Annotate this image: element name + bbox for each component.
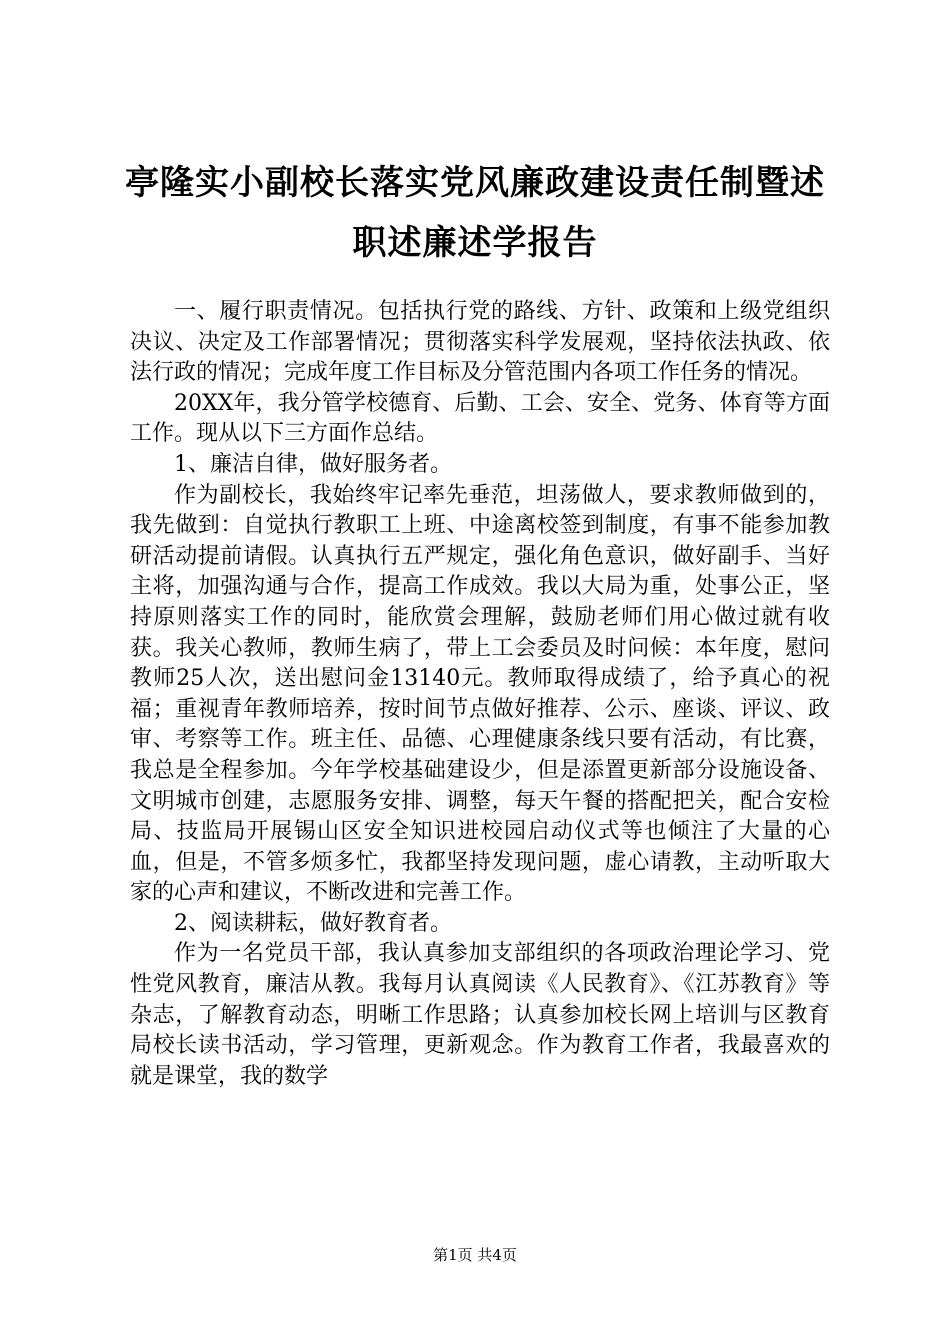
body-paragraph-4: 作为一名党员干部，我认真参加支部组织的各项政治理论学习、党性党风教育，廉洁从教。我每月认真阅读《人民教育》、《江苏教育》等杂志，了解教育动态，明晰工作思路；认真参加校长网上培训与区教育局校长读书活动，学习管理，更新观念。作为教育工作者，我最喜欢的就是课堂，我的数学: [130, 941, 830, 1089]
document-title-line1: 亭隆实小副校长落实党风廉政建设责任制暨述: [125, 163, 825, 203]
document-body: [130, 297, 830, 1092]
body-paragraph-1: 一、履行职责情况。包括执行党的路线、方针、政策和上级党组织决议、决定及工作部署情况；贯彻落实科学发展观，坚持依法执政、依法行政的情况；完成年度工作目标及分管范围内各项工作任务的情况。: [130, 299, 830, 386]
page-footer: 第1页 共4页: [433, 1246, 517, 1264]
section-heading-1: 1、廉洁自律，做好服务者。: [174, 451, 452, 477]
document-title-line2: 职述廉述学报告: [352, 223, 598, 263]
body-paragraph-2: 20XX年，我分管学校德育、后勤、工会、安全、党务、体育等方面工作。现从以下三方面作总结。: [130, 390, 830, 447]
section-heading-2: 2、阅读耕耘，做好教育者。: [174, 910, 452, 936]
body-paragraph-3: 作为副校长，我始终牢记率先垂范，坦荡做人，要求教师做到的，我先做到：自觉执行教职工上班、中途离校签到制度，有事不能参加教研活动提前请假。认真执行五严规定，强化角色意识，做好副手、当好主将，加强沟通与合作，提高工作成效。我以大局为重，处事公正，坚持原则落实工作的同时，能欣赏会理解，鼓励老师们用心做过就有收获。我关心教师，教师生病了，带上工会委员及时问候：本年度，慰问教师25人次，送出慰问金13140元。教师取得成绩了，给予真心的祝福；重视青年教师培养，按时间节点做好推荐、公示、座谈、评议、政审、考察等工作。班主任、品德、心理健康条线只要有活动，有比赛，我总是全程参加。今年学校基础建设少，但是添置更新部分设施设备、文明城市创建，志愿服务安排、调整，每天午餐的搭配把关，配合安检局、技监局开展锡山区安全知识进校园启动仪式等也倾注了大量的心血，但是，不管多烦多忙，我都坚持发现问题，虚心请教，主动听取大家的心声和建议，不断改进和完善工作。: [130, 482, 830, 906]
